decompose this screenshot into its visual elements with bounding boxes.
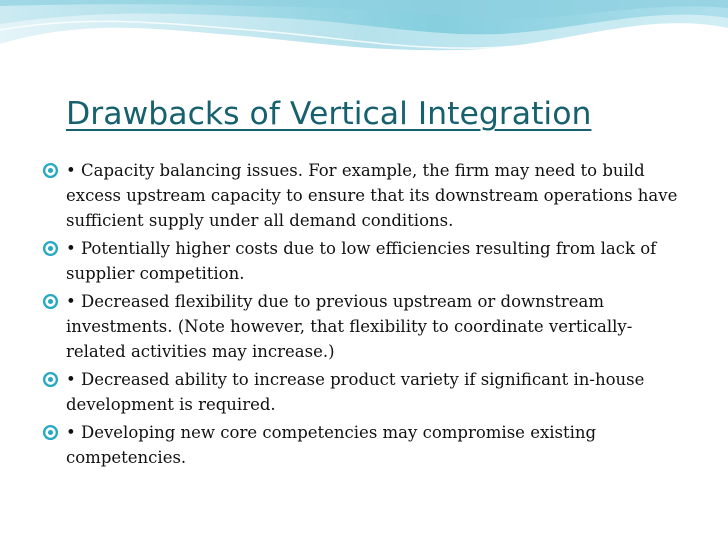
list-item	[40, 289, 680, 364]
circle-bullet-icon	[42, 371, 59, 388]
bullet-text: • Developing new core competencies may compromise existing competencies.	[66, 423, 597, 467]
bullet-list	[40, 158, 680, 473]
circle-bullet-icon	[42, 424, 59, 441]
bullet-text: • Decreased flexibility due to previous upstream or downstream investments. (Note however, that flexibility to coordinate vertically-related activities may increase.)	[66, 292, 633, 361]
bullet-text: • Decreased ability to increase product variety if significant in-house development is required.	[66, 370, 645, 414]
circle-bullet-icon	[42, 240, 59, 257]
list-item	[40, 158, 680, 233]
list-item	[40, 367, 680, 417]
list-item	[40, 420, 680, 470]
bullet-text: • Potentially higher costs due to low efficiencies resulting from lack of supplier competition.	[66, 239, 657, 283]
circle-bullet-icon	[42, 293, 59, 310]
list-item	[40, 236, 680, 286]
wave-header-decoration	[0, 0, 728, 90]
slide-title: Drawbacks of Vertical Integration	[66, 96, 592, 132]
circle-bullet-icon	[42, 162, 59, 179]
bullet-text: • Capacity balancing issues. For example, the firm may need to build excess upstream capacity to ensure that its downstream operations have sufficient supply under all demand conditions.	[66, 161, 678, 230]
